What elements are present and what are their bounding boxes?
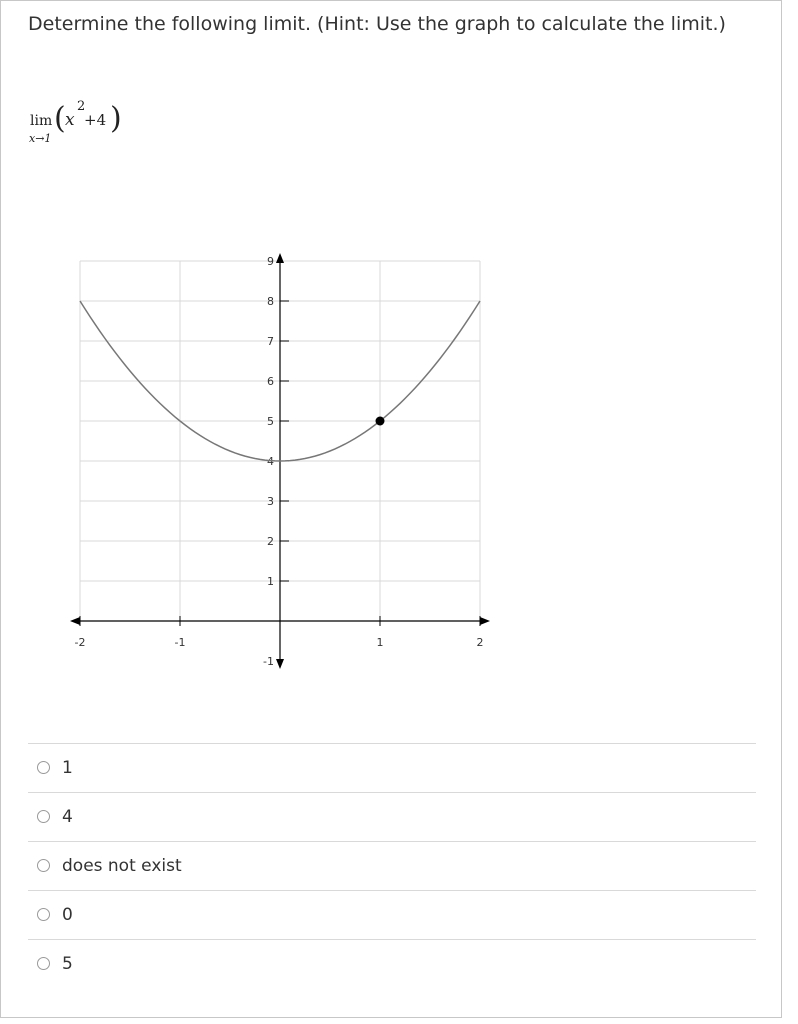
radio-button[interactable] — [37, 810, 50, 823]
x-tick-label: -1 — [174, 636, 186, 649]
answer-options — [28, 743, 756, 988]
limit-exponent: 2 — [77, 99, 86, 114]
answer-option-label: does not exist — [62, 856, 182, 876]
limit-open-paren: ( — [54, 101, 66, 136]
y-axis-arrow-down — [276, 659, 284, 669]
answer-option-label: 1 — [62, 758, 73, 778]
function-graph — [61, 246, 501, 686]
limit-close-paren: ) — [110, 101, 122, 136]
answer-option[interactable] — [28, 939, 756, 988]
answer-option[interactable] — [28, 841, 756, 890]
x-tick-label: -2 — [74, 636, 86, 649]
radio-button[interactable] — [37, 859, 50, 872]
answer-option[interactable] — [28, 743, 756, 792]
y-tick-label: 4 — [267, 455, 274, 468]
answer-option-label: 0 — [62, 905, 73, 925]
answer-option[interactable] — [28, 890, 756, 939]
highlighted-point — [376, 417, 385, 426]
y-tick-label: 3 — [267, 495, 274, 508]
limit-variable: x — [65, 110, 75, 130]
y-tick-label: 9 — [267, 255, 274, 268]
radio-button[interactable] — [37, 908, 50, 921]
x-axis-arrow-right — [480, 617, 490, 625]
question-prompt: Determine the following limit. (Hint: Use the graph to calculate the limit.) — [28, 13, 726, 35]
x-tick-label: 2 — [476, 636, 484, 649]
answer-option[interactable] — [28, 792, 756, 841]
radio-button[interactable] — [37, 957, 50, 970]
radio-button[interactable] — [37, 761, 50, 774]
limit-operator: lim — [30, 113, 53, 129]
limit-expression — [27, 99, 147, 149]
y-tick-label: 6 — [267, 375, 274, 388]
y-tick-label: 5 — [267, 415, 274, 428]
y-axis-arrow-up — [276, 253, 284, 263]
y-tick-label: 8 — [267, 295, 274, 308]
y-tick-label: 7 — [267, 335, 274, 348]
answer-option-label: 5 — [62, 954, 73, 974]
y-tick-label: 1 — [267, 575, 274, 588]
limit-constant: +4 — [84, 111, 107, 129]
x-tick-label: 1 — [376, 636, 384, 649]
y-tick-label: -1 — [263, 655, 274, 668]
y-tick-label: 2 — [267, 535, 274, 548]
limit-subscript: x→1 — [29, 132, 52, 145]
x-axis-arrow-left — [70, 617, 80, 625]
answer-option-label: 4 — [62, 807, 73, 827]
